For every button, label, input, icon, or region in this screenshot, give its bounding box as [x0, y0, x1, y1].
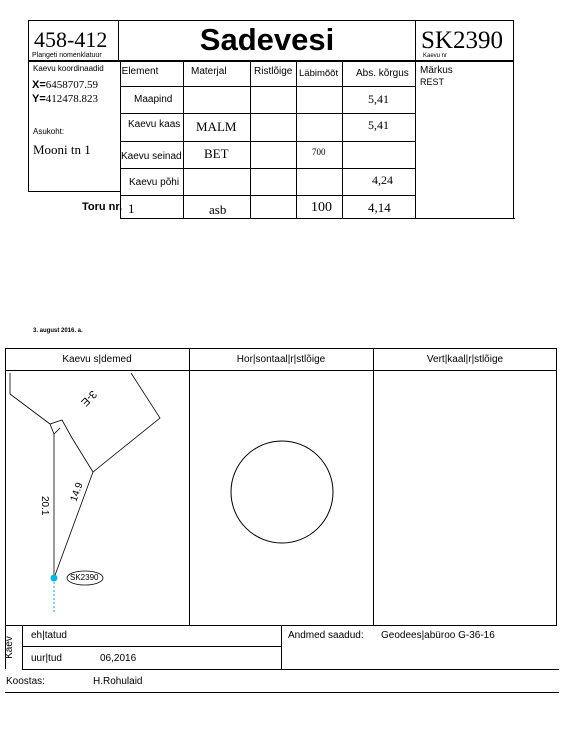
pipe-diameter: 100 [311, 200, 332, 215]
location-caption: Asukoht: [33, 127, 65, 136]
remark-value: REST [420, 77, 445, 87]
table-row-element: Kaevu seinad [121, 151, 182, 162]
table-row-material: BET [204, 146, 229, 161]
pipe-number: 1 [128, 201, 135, 216]
data-source-value: Geodees|abüroo G-36-16 [381, 630, 495, 641]
horizontal-section-circle [231, 441, 333, 543]
table-row-element: Maapind [134, 94, 173, 105]
dimension-label-2: 14.9 [68, 481, 86, 504]
well-id: SK2390 [421, 27, 503, 54]
coord-y-value: 412478.823 [45, 93, 99, 105]
building-label: 3-E [78, 387, 99, 409]
well-id-caption: Kaevu nr [423, 53, 448, 59]
coord-y-label: Y= [32, 93, 46, 105]
location-value: Mooni tn 1 [33, 142, 91, 157]
compiler-label: Koostas: [6, 676, 45, 687]
table-row-element: Kaevu kaas [128, 119, 181, 130]
page-title: Sadevesi [199, 22, 335, 57]
table-row-height: 5,41 [368, 118, 389, 132]
pipe-height: 4,14 [368, 200, 391, 215]
panel-title-vertical: Vert|kaal|r|stlõige [426, 354, 504, 365]
document-date: 3. august 2016. a. [33, 328, 83, 334]
pipe-label: Toru nr. [82, 201, 123, 213]
panel-title-horizontal: Hor|sontaal|r|stlõige [236, 354, 326, 365]
nomenclature-caption: Plangeti nomenklatuur [32, 52, 102, 59]
table-row-height: 5,41 [368, 92, 389, 106]
data-source-label: Andmed saadud: [288, 630, 364, 641]
col-header-cross: Ristlõige [254, 66, 293, 77]
well-tag-label: SK2390 [70, 573, 99, 582]
col-header-material: Materjal [191, 66, 227, 77]
table-row-element: Kaevu põhi [129, 177, 180, 188]
table-row-material: MALM [196, 119, 237, 134]
surveyed-label: uur|tud [31, 653, 62, 664]
col-header-element: Element [121, 66, 159, 77]
built-label: eh|tatud [31, 630, 67, 641]
panel-title-connections: Kaevu s|demed [62, 354, 132, 365]
coords-caption: Kaevu koordinaadid [33, 64, 104, 73]
pipe-material: asb [209, 202, 227, 217]
col-header-height: Abs. kõrgus [356, 68, 409, 79]
well-marker-icon [51, 575, 57, 581]
footer-side-label: Kaev [3, 636, 15, 659]
coord-x-label: X= [32, 79, 46, 91]
coord-x-value: 6458707.59 [45, 79, 99, 91]
building-inner-edge [50, 424, 60, 434]
table-row-height: 4,24 [372, 173, 393, 187]
surveyed-date: 06,2016 [100, 653, 137, 664]
table-row-diameter: 700 [312, 147, 326, 157]
col-header-remark: Märkus [420, 65, 453, 76]
dimension-label-1: 20.1 [39, 496, 50, 516]
building-outline [10, 373, 160, 472]
col-header-diameter: Läbimõõt [299, 68, 339, 79]
nomenclature-number: 458-412 [34, 27, 108, 52]
compiler-value: H.Rohulaid [93, 676, 143, 687]
